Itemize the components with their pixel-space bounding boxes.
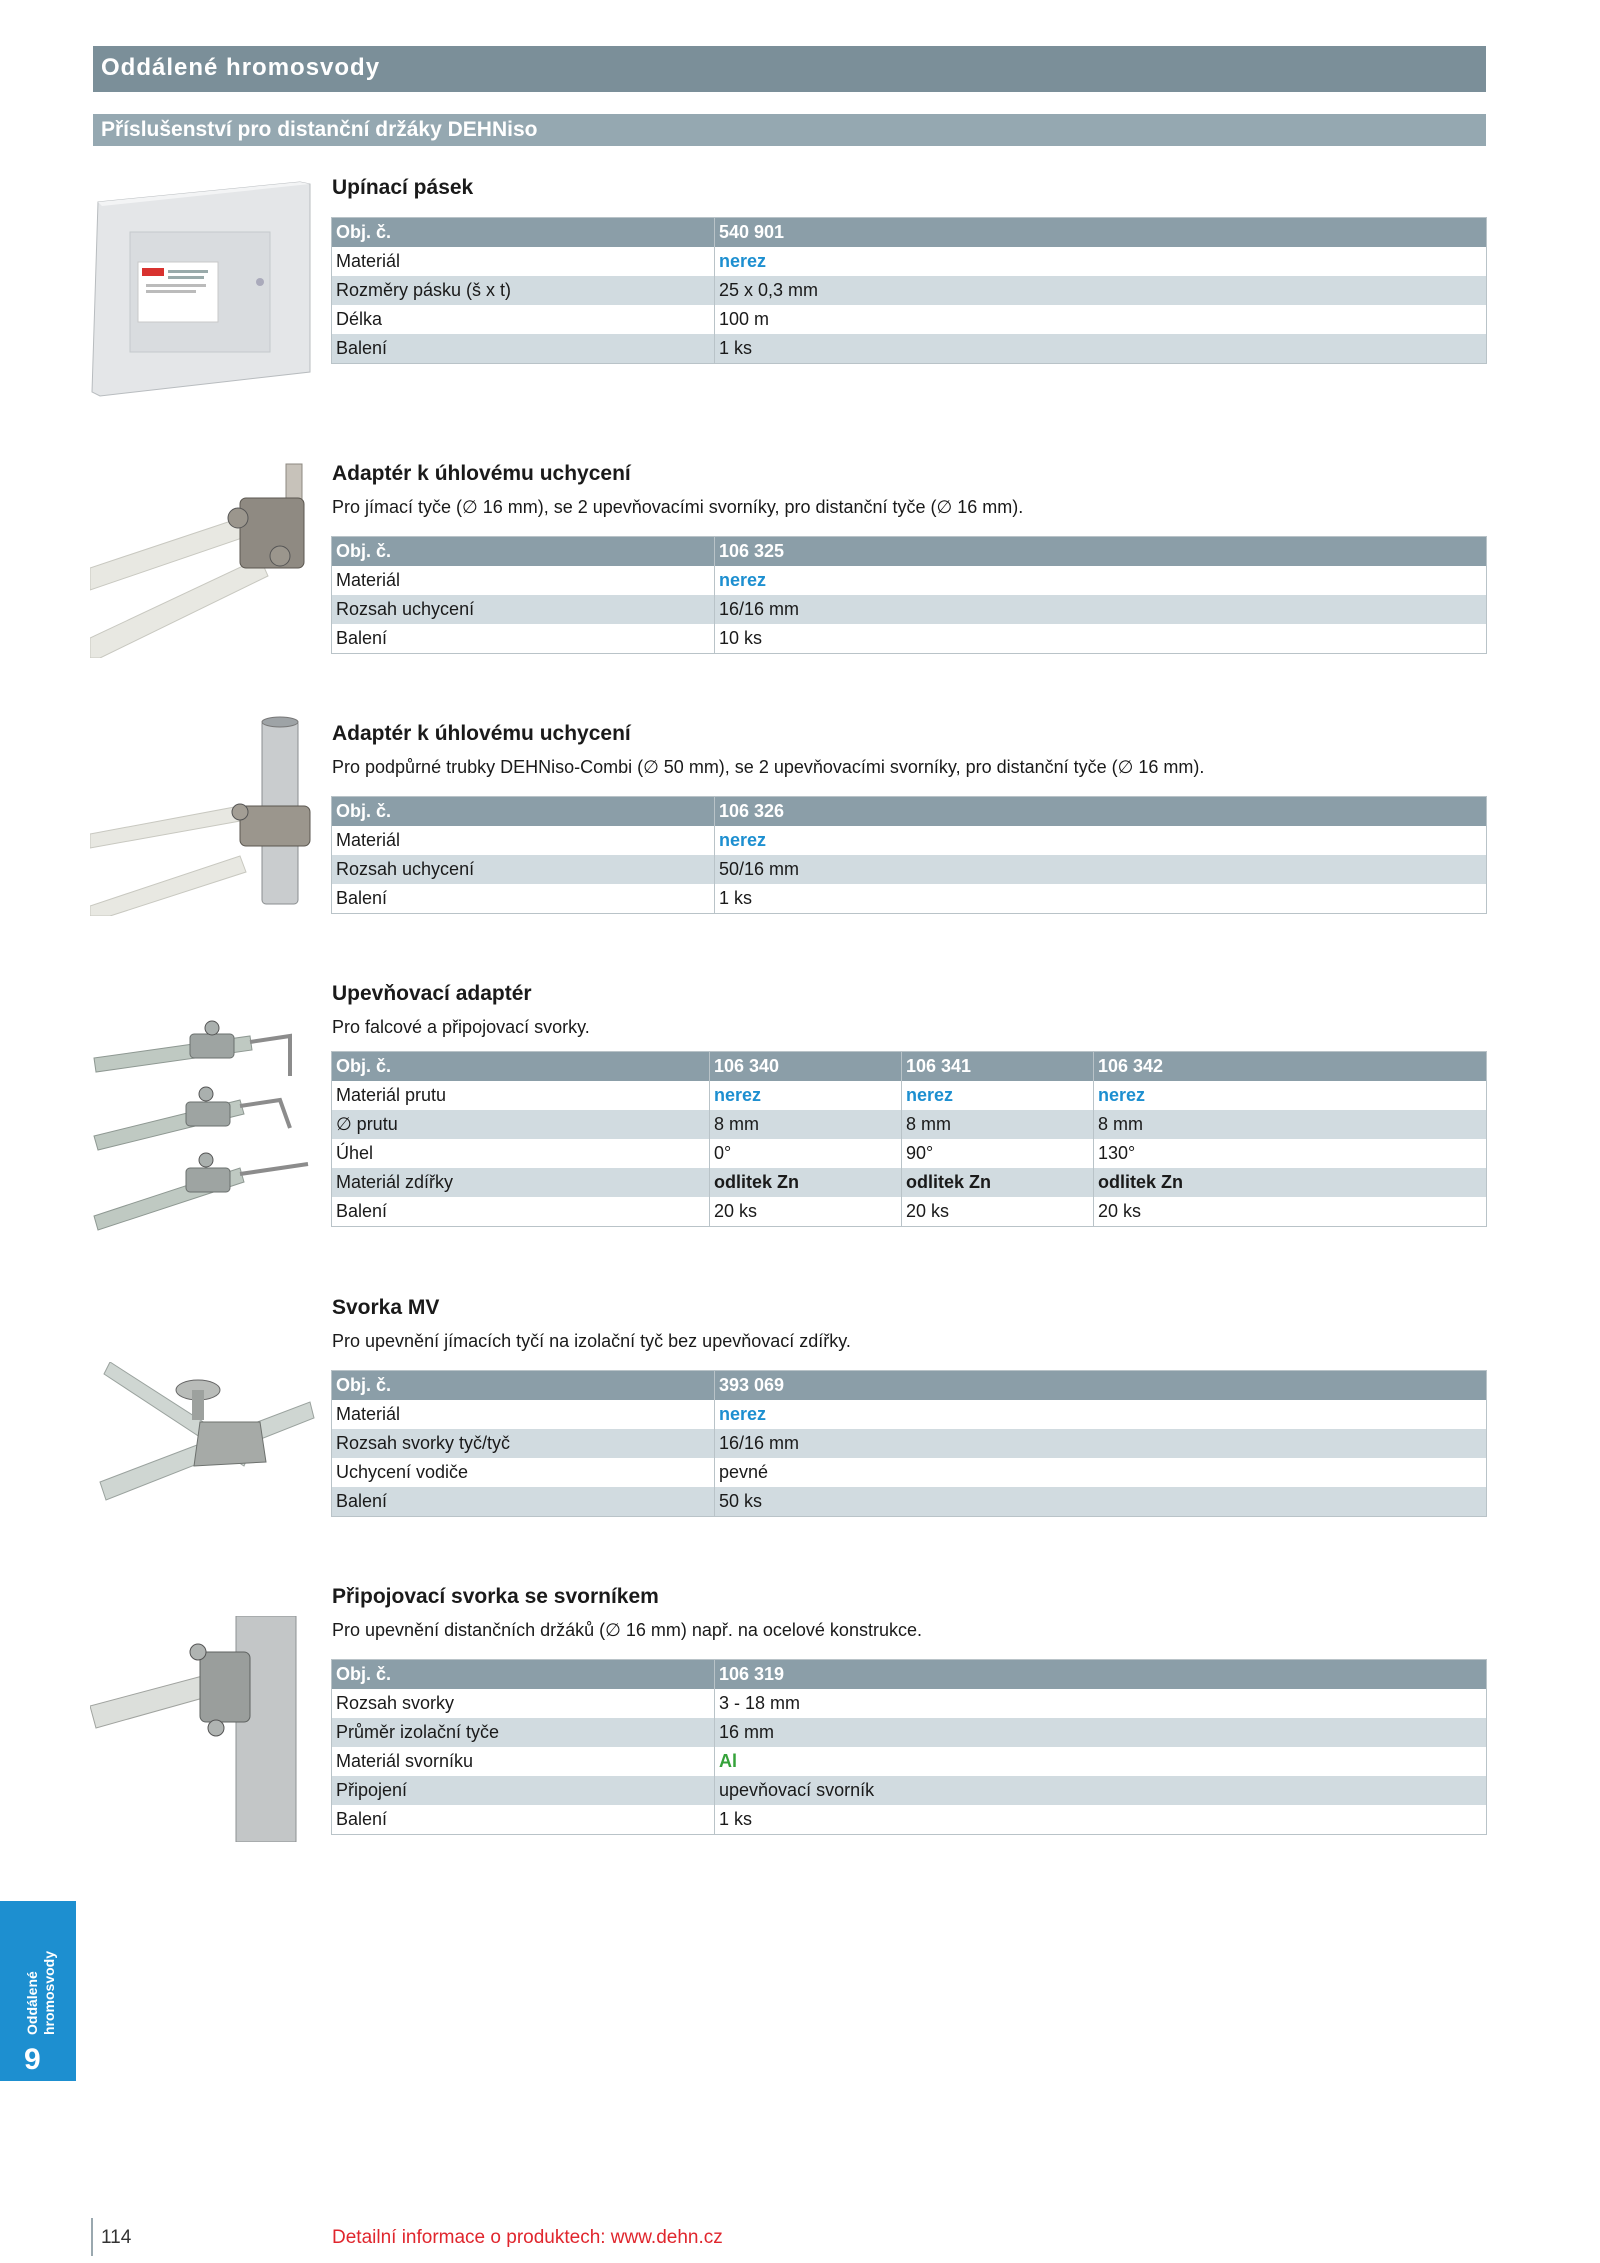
cell-value: nerez — [710, 1081, 902, 1110]
cell-value: 100 m — [719, 309, 770, 329]
spec-table — [331, 217, 1487, 364]
cell-value: nerez — [719, 830, 767, 850]
cell-value: 393 069 — [715, 1371, 1487, 1401]
cell-label: Materiál prutu — [332, 1081, 710, 1110]
cell-value: nerez — [902, 1081, 1094, 1110]
cell-value: 1 ks — [719, 1809, 753, 1829]
product-title: Upevňovací adaptér — [332, 982, 532, 1005]
table-row — [332, 1660, 1487, 1690]
cell-label: Rozsah svorky tyč/tyč — [332, 1429, 715, 1458]
table-row — [332, 276, 1487, 305]
chapter-number: 9 — [24, 2043, 41, 2076]
cell-label: Balení — [332, 1487, 715, 1517]
product-image-clamp-mv — [90, 1362, 318, 1522]
cell-value: 16/16 mm — [715, 1429, 1487, 1458]
cell-value: 20 ks — [1098, 1201, 1142, 1221]
cell-label: Úhel — [332, 1139, 710, 1168]
table-row — [332, 1718, 1487, 1747]
table-row — [332, 1081, 1487, 1110]
cell-value: nerez — [719, 251, 767, 271]
cell-label: Balení — [332, 1197, 710, 1227]
cell-label: Materiál svorníku — [332, 1747, 715, 1776]
table-row — [332, 334, 1487, 364]
cell-value: 106 342 — [1094, 1052, 1487, 1082]
cell-value: 106 341 — [902, 1052, 1094, 1082]
chapter-tab-label-line1: Oddálené — [24, 1971, 40, 2035]
chapter-tab-label-line2: hromosvody — [41, 1950, 57, 2035]
table-row — [332, 1052, 1487, 1082]
product-title: Upínací pásek — [332, 176, 474, 199]
product-title: Adaptér k úhlovému uchycení — [332, 462, 631, 485]
section-title: Oddálené hromosvody — [93, 46, 1486, 92]
product-image-tape-box — [90, 172, 318, 400]
product-description: Pro falcové a připojovací svorky. — [332, 1017, 590, 1037]
cell-label: Rozsah uchycení — [332, 855, 715, 884]
cell-label: Materiál — [332, 566, 715, 595]
cell-value: odlitek Zn — [902, 1168, 1094, 1197]
cell-value: 106 319 — [715, 1660, 1487, 1690]
cell-label: Materiál — [332, 826, 715, 855]
cell-label: Připojení — [332, 1776, 715, 1805]
cell-value: 106 326 — [715, 797, 1487, 827]
product-title: Svorka MV — [332, 1296, 440, 1319]
cell-label: Obj. č. — [332, 218, 715, 248]
cell-value: odlitek Zn — [710, 1168, 902, 1197]
cell-label: Materiál — [332, 247, 715, 276]
table-row — [332, 1371, 1487, 1401]
cell-label: Materiál — [332, 1400, 715, 1429]
cell-value: nerez — [719, 1404, 767, 1424]
cell-value: nerez — [1098, 1085, 1146, 1105]
cell-value: 1 ks — [715, 334, 1487, 364]
table-row — [332, 1689, 1487, 1718]
table-row — [332, 1168, 1487, 1197]
cell-label: Průměr izolační tyče — [332, 1718, 715, 1747]
table-row — [332, 1110, 1487, 1139]
product-image-angle-adapter — [90, 458, 318, 658]
cell-value: 50/16 mm — [715, 855, 1487, 884]
table-row — [332, 1139, 1487, 1168]
product-image-combi-adapter — [90, 716, 318, 916]
product-title: Adaptér k úhlovému uchycení — [332, 722, 631, 745]
table-row — [332, 855, 1487, 884]
cell-label: Uchycení vodiče — [332, 1458, 715, 1487]
cell-value: 8 mm — [1094, 1110, 1487, 1139]
table-row — [332, 1458, 1487, 1487]
cell-value: 130° — [1098, 1143, 1136, 1163]
cell-value: 0° — [710, 1139, 902, 1168]
spec-table — [331, 1051, 1487, 1227]
table-row — [332, 218, 1487, 248]
cell-label: Rozsah svorky — [332, 1689, 715, 1718]
cell-value: 10 ks — [719, 628, 763, 648]
cell-value: 106 325 — [715, 537, 1487, 567]
cell-label: Balení — [332, 1805, 715, 1835]
cell-value: Al — [719, 1751, 737, 1771]
table-row — [332, 1776, 1487, 1805]
table-row — [332, 1197, 1487, 1227]
cell-value: 3 - 18 mm — [719, 1693, 801, 1713]
product-description: Pro podpůrné trubky DEHNiso-Combi (∅ 50 mm), se 2 upevňovacími svorníky, pro distanční tyče (∅ 16 mm). — [332, 757, 1205, 777]
cell-value: 1 ks — [719, 888, 753, 908]
cell-value: pevné — [719, 1462, 769, 1482]
cell-label: ∅ prutu — [332, 1110, 710, 1139]
cell-label: Balení — [332, 884, 715, 914]
table-row — [332, 884, 1487, 914]
table-row — [332, 1400, 1487, 1429]
cell-value: odlitek Zn — [1094, 1168, 1487, 1197]
cell-label: Obj. č. — [332, 797, 715, 827]
cell-label: Rozměry pásku (š x t) — [332, 276, 715, 305]
table-row — [332, 537, 1487, 567]
cell-label: Délka — [332, 305, 715, 334]
cell-label: Obj. č. — [332, 1371, 715, 1401]
table-row — [332, 1429, 1487, 1458]
product-title: Připojovací svorka se svorníkem — [332, 1585, 659, 1608]
product-description: Pro upevnění jímacích tyčí na izolační tyč bez upevňovací zdířky. — [332, 1331, 851, 1351]
cell-label: Materiál zdířky — [332, 1168, 710, 1197]
page-number: 114 — [101, 2227, 132, 2248]
cell-value: 106 340 — [710, 1052, 902, 1082]
chapter-tab-label — [24, 1925, 84, 2035]
spec-table — [331, 536, 1487, 654]
table-row — [332, 624, 1487, 654]
subsection-title: Příslušenství pro distanční držáky DEHNiso — [93, 114, 1486, 146]
spec-table — [331, 796, 1487, 914]
table-row — [332, 595, 1487, 624]
cell-label: Rozsah uchycení — [332, 595, 715, 624]
cell-value: 25 x 0,3 mm — [715, 276, 1487, 305]
cell-value: 16/16 mm — [715, 595, 1487, 624]
footer-divider — [91, 2218, 93, 2256]
cell-label: Obj. č. — [332, 1660, 715, 1690]
cell-value: 16 mm — [715, 1718, 1487, 1747]
table-row — [332, 1747, 1487, 1776]
table-row — [332, 1487, 1487, 1517]
table-row — [332, 566, 1487, 595]
spec-table — [331, 1659, 1487, 1835]
cell-label: Obj. č. — [332, 1052, 710, 1082]
product-description: Pro jímací tyče (∅ 16 mm), se 2 upevňovacími svorníky, pro distanční tyče (∅ 16 mm). — [332, 497, 1024, 517]
spec-table — [331, 1370, 1487, 1517]
cell-value: 8 mm — [710, 1110, 902, 1139]
cell-value: 20 ks — [902, 1197, 1094, 1227]
cell-value: 8 mm — [902, 1110, 1094, 1139]
cell-label: Balení — [332, 334, 715, 364]
table-row — [332, 305, 1487, 334]
cell-value: 20 ks — [710, 1197, 902, 1227]
cell-value: nerez — [719, 570, 767, 590]
product-image-mounting-adapters — [90, 996, 318, 1232]
table-row — [332, 826, 1487, 855]
cell-label: Obj. č. — [332, 537, 715, 567]
cell-label: Balení — [332, 624, 715, 654]
cell-value: 540 901 — [715, 218, 1487, 248]
product-description: Pro upevnění distančních držáků (∅ 16 mm) např. na ocelové konstrukce. — [332, 1620, 922, 1640]
table-row — [332, 797, 1487, 827]
footer-link-text[interactable]: Detailní informace o produktech: www.dehn.cz — [332, 2227, 723, 2248]
cell-value: 90° — [902, 1139, 1094, 1168]
cell-value: upevňovací svorník — [715, 1776, 1487, 1805]
table-row — [332, 1805, 1487, 1835]
cell-value: 50 ks — [715, 1487, 1487, 1517]
product-image-connection-clamp — [90, 1616, 318, 1842]
table-row — [332, 247, 1487, 276]
